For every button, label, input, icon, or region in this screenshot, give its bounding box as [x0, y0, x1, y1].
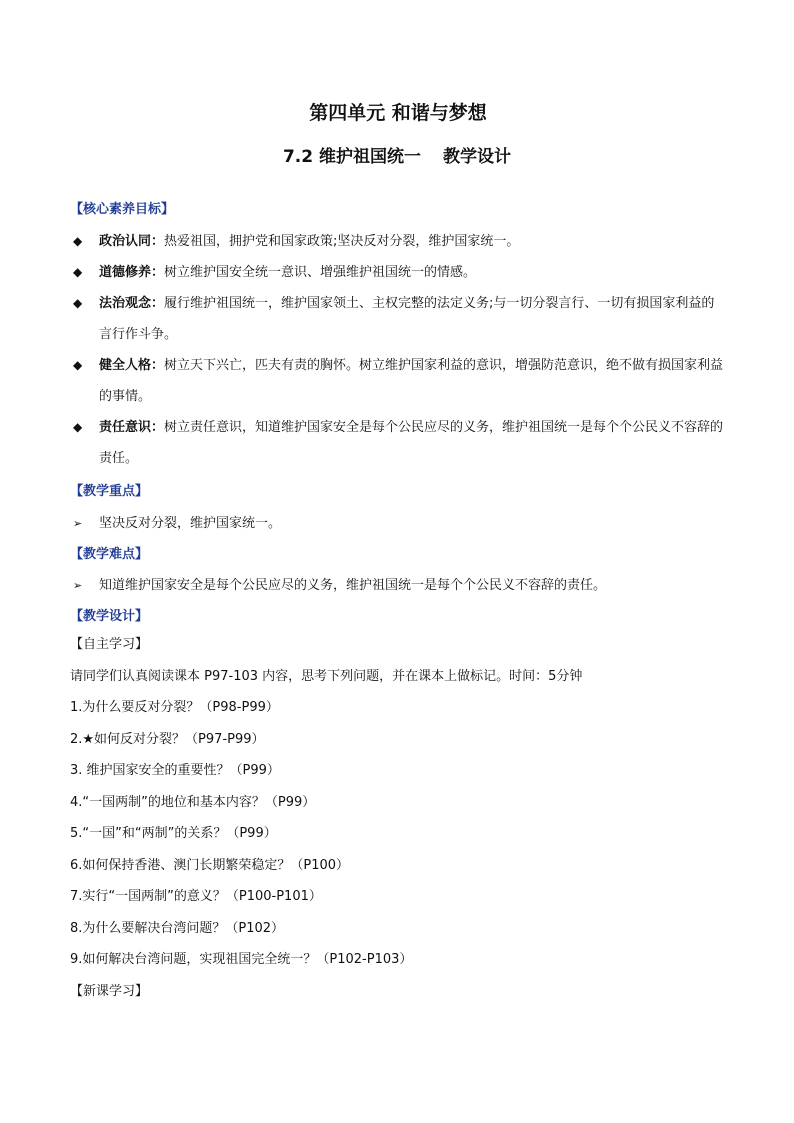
question-item: 6.如何保持香港、澳门长期繁荣稳定？（P100） — [70, 857, 350, 873]
difficult-point-text: 知道维护国家安全是每个公民应尽的义务，维护祖国统一是每个个公民义不容辞的责任。 — [99, 578, 607, 593]
goal-key: 健全人格： — [99, 358, 165, 373]
diamond-bullet-icon: ◆ — [73, 265, 83, 279]
lesson-title-type: 教学设计 — [443, 147, 512, 167]
question-item: 5.“一国”和“两制”的关系？（P99） — [70, 826, 277, 841]
goal-item — [70, 257, 724, 288]
difficult-points-heading: 【教学难点】 — [70, 547, 149, 562]
key-points-heading: 【教学重点】 — [70, 484, 149, 499]
goal-item — [70, 350, 724, 412]
question-item: 1.为什么要反对分裂？（P98-P99） — [70, 700, 279, 715]
goal-text: 热爱祖国，拥护党和国家政策;坚决反对分裂，维护国家统一。 — [164, 234, 520, 249]
diamond-bullet-icon: ◆ — [73, 420, 83, 434]
arrow-bullet-icon: ➢ — [73, 579, 83, 592]
question-item: 9.如何解决台湾问题，实现祖国完全统一？（P102-P103） — [70, 952, 413, 967]
question-item: 7.实行“一国两制”的意义？（P100-P101） — [70, 889, 322, 904]
key-point-item — [70, 508, 724, 539]
difficult-point-item — [70, 570, 724, 601]
question-item: 4.“一国两制”的地位和基本内容？（P99） — [70, 794, 316, 810]
goal-text: 履行维护祖国统一，维护国家领土、主权完整的法定义务;与一切分裂言行、一切有损国家利益的言行作斗争。 — [99, 296, 715, 342]
goal-item — [70, 288, 724, 350]
lesson-title — [70, 149, 724, 175]
self-study-instruction: 请同学们认真阅读课本 P97-103 内容，思考下列问题，并在课本上做标记。时间：5分钟 — [70, 668, 583, 684]
diamond-bullet-icon: ◆ — [73, 358, 83, 372]
unit-title: 第四单元 和谐与梦想 — [309, 102, 487, 124]
goal-text: 树立天下兴亡，匹夫有责的胸怀。树立维护国家利益的意识，增强防范意识，绝不做有损国家利益的事情。 — [99, 358, 724, 404]
goal-key: 法治观念： — [99, 296, 165, 311]
question-item: 8.为什么要解决台湾问题？（P102） — [70, 920, 285, 936]
core-goals-list — [70, 226, 724, 474]
question-item: 2.★如何反对分裂？（P97-P99） — [70, 731, 265, 747]
core-goals-heading: 【核心素养目标】 — [70, 202, 175, 217]
question-list — [70, 692, 724, 976]
arrow-bullet-icon: ➢ — [73, 517, 83, 530]
self-study-heading: 【自主学习】 — [70, 637, 149, 652]
goal-item — [70, 412, 724, 474]
lesson-title-name: 7.2 维护祖国统一 — [282, 147, 422, 167]
goal-text: 树立责任意识，知道维护国家安全是每个公民应尽的义务，维护祖国统一是每个个公民义不容辞的责任。 — [99, 420, 724, 466]
diamond-bullet-icon: ◆ — [73, 296, 83, 310]
goal-item — [70, 226, 724, 257]
key-point-text: 坚决反对分裂，维护国家统一。 — [99, 516, 282, 531]
question-item: 3. 维护国家安全的重要性？（P99） — [70, 763, 280, 778]
goal-key: 道德修养： — [99, 265, 165, 280]
design-heading: 【教学设计】 — [70, 609, 149, 624]
diamond-bullet-icon: ◆ — [73, 234, 83, 248]
goal-text: 树立维护国安全统一意识、增强维护祖国统一的情感。 — [164, 265, 477, 280]
new-lesson-heading: 【新课学习】 — [70, 983, 149, 999]
goal-key: 责任意识： — [99, 420, 165, 435]
goal-key: 政治认同： — [99, 234, 165, 249]
